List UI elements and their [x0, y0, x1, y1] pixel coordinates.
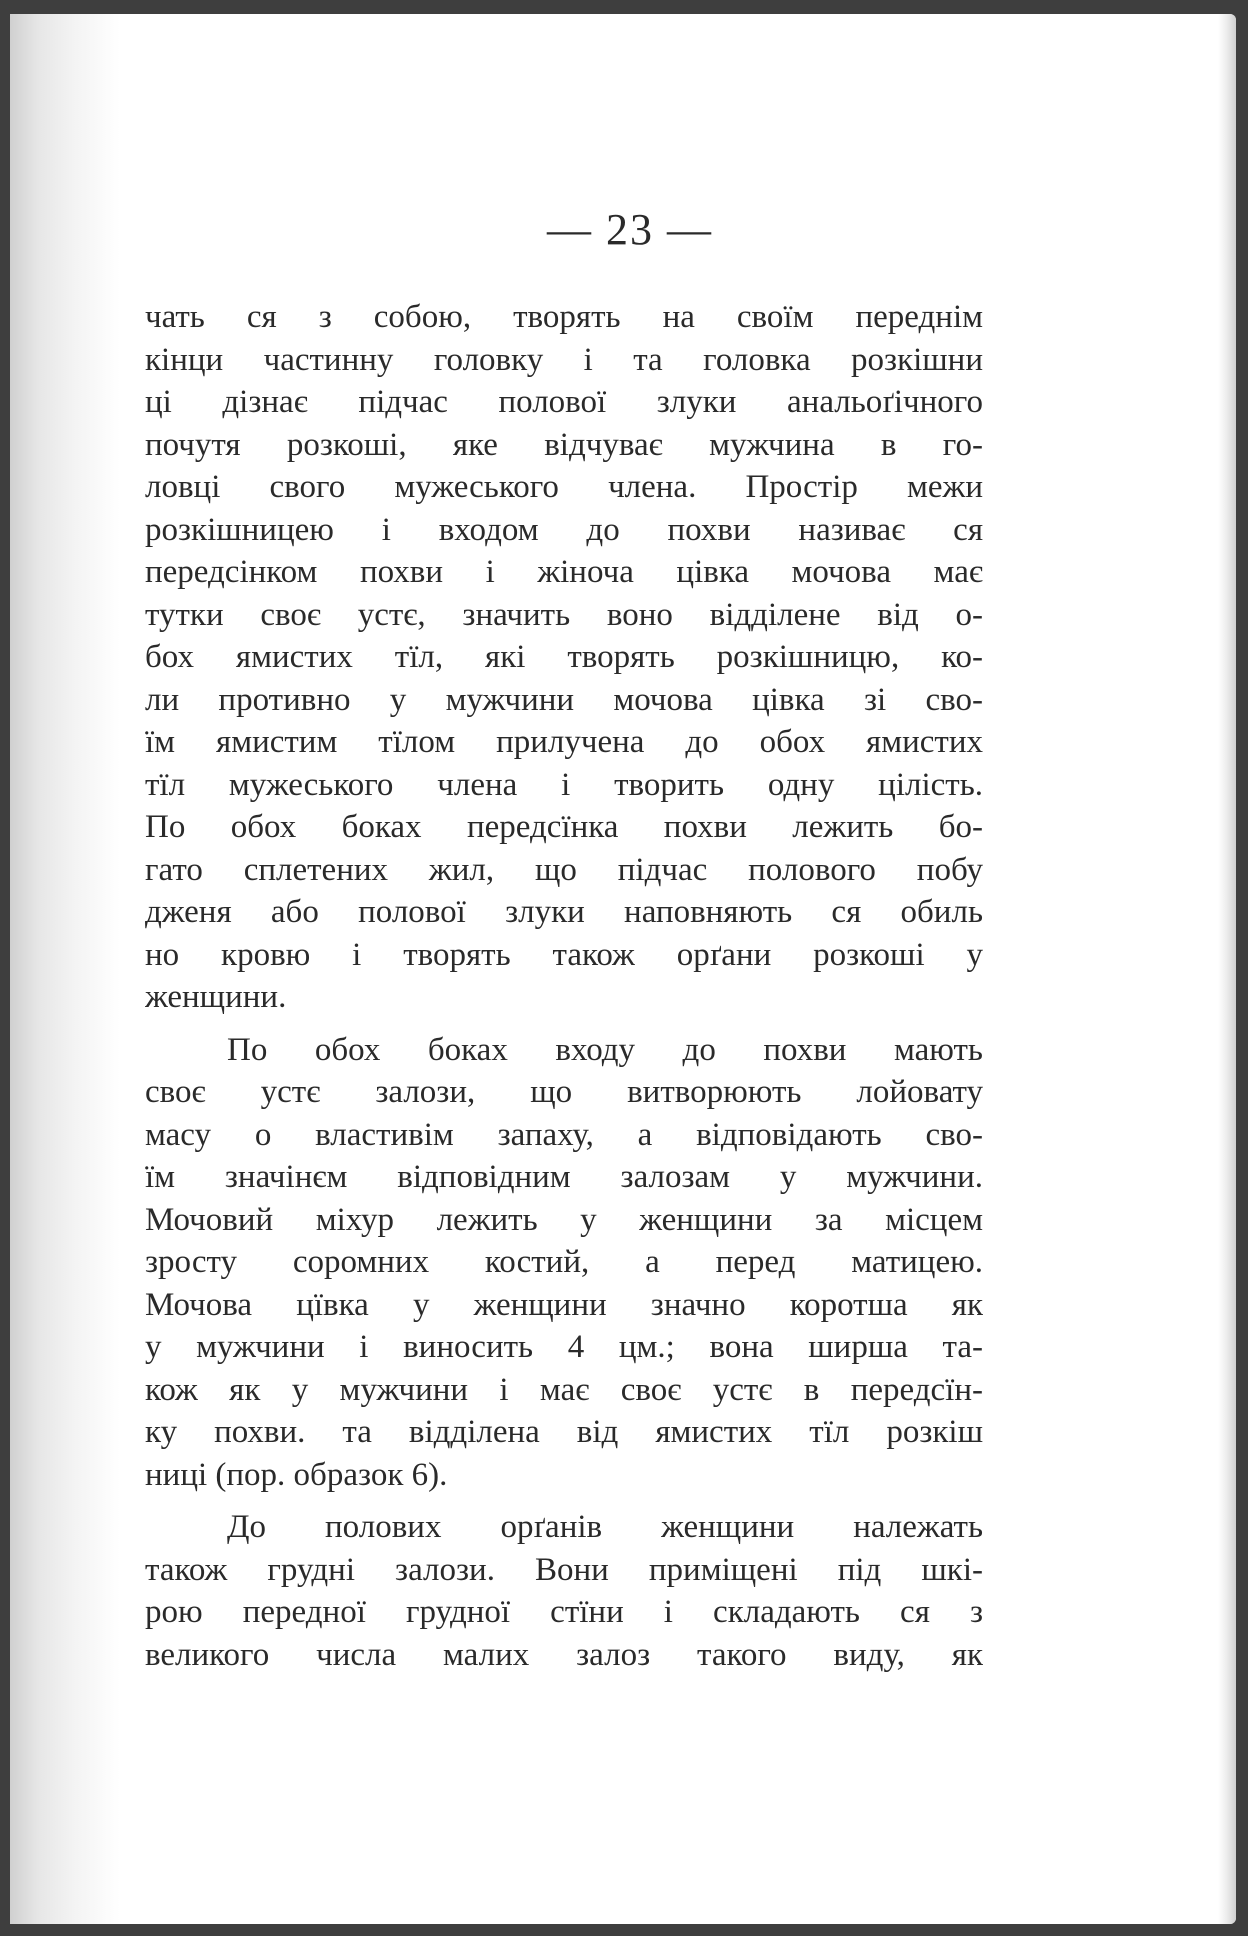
page-edge-shadow	[1218, 14, 1236, 1924]
paragraph-2	[145, 1029, 983, 1497]
text-line: ниці (пор. образок 6).	[145, 1456, 448, 1493]
book-page	[10, 14, 1236, 1924]
text-line: ли противно у мужчини мочова цівка зі сво-	[145, 681, 983, 718]
text-line: масу о властивім запаху, а відповідають сво-	[145, 1116, 983, 1153]
text-line: у мужчини і виносить 4 цм.; вона ширша та-	[145, 1329, 983, 1365]
text-line: Мочова цївка у женщини значно коротша як	[145, 1286, 983, 1323]
text-line: також грудні залози. Вони приміщені під шкі-	[145, 1551, 983, 1588]
text-line: ці дізнає підчас полової злуки анальоґічного	[145, 384, 983, 420]
text-line: розкішницею і входом до похви називає ся	[145, 511, 983, 548]
page-gutter-shadow	[10, 14, 120, 1924]
text-line: ловці свого мужеського члена. Простір межи	[145, 469, 983, 505]
text-line: кож як у мужчини і має своє устє в передсїн-	[145, 1371, 983, 1408]
page-number: — 23 —	[547, 205, 713, 254]
text-line: Мочовий міхур лежить у женщини за місцем	[145, 1201, 983, 1238]
text-line: женщини.	[145, 979, 287, 1015]
text-line: кінци частинну головку і та головка розкішни	[145, 341, 983, 378]
text-line: тїл мужеського члена і творить одну цілість.	[145, 766, 983, 803]
text-line: їм ямистим тїлом прилучена до обох ямистих	[145, 724, 983, 760]
text-line: гато сплетених жил, що підчас полового побу	[145, 851, 983, 888]
text-line: їм значінєм відповідним залозам у мужчини.	[145, 1159, 983, 1195]
text-line: тутки своє устє, значить воно відділене від о-	[145, 596, 983, 633]
text-line: бох ямистих тїл, які творять розкішницю, ко-	[145, 639, 983, 675]
text-line: ку похви. та відділена від ямистих тїл розкіш	[145, 1414, 983, 1450]
text-line: зросту соромних костий, а перед матицею.	[145, 1244, 983, 1280]
paragraph-1	[145, 296, 983, 1019]
text-line: чать ся з собою, творять на своїм переднім	[145, 299, 983, 335]
body-text	[145, 296, 983, 1676]
text-line: До полових орґанів женщини належать	[227, 1509, 983, 1545]
text-line: По обох боках передсїнка похви лежить бо-	[145, 809, 983, 845]
text-line: рою передної грудної стїни і складають ся з	[145, 1594, 983, 1630]
text-line: передсінком похви і жіноча цівка мочова має	[145, 554, 983, 590]
text-line: своє устє залози, що витворюють лойовату	[145, 1074, 983, 1110]
paragraph-3	[145, 1506, 983, 1676]
text-line: По обох боках входу до похви мають	[227, 1031, 983, 1068]
text-line: почутя розкоші, яке відчуває мужчина в го-	[145, 426, 983, 463]
text-line: великого числа малих залоз такого виду, як	[145, 1636, 983, 1673]
text-line: но кровю і творять також орґани розкоші у	[145, 936, 983, 973]
text-line: дженя або полової злуки наповняють ся обиль	[145, 894, 983, 930]
